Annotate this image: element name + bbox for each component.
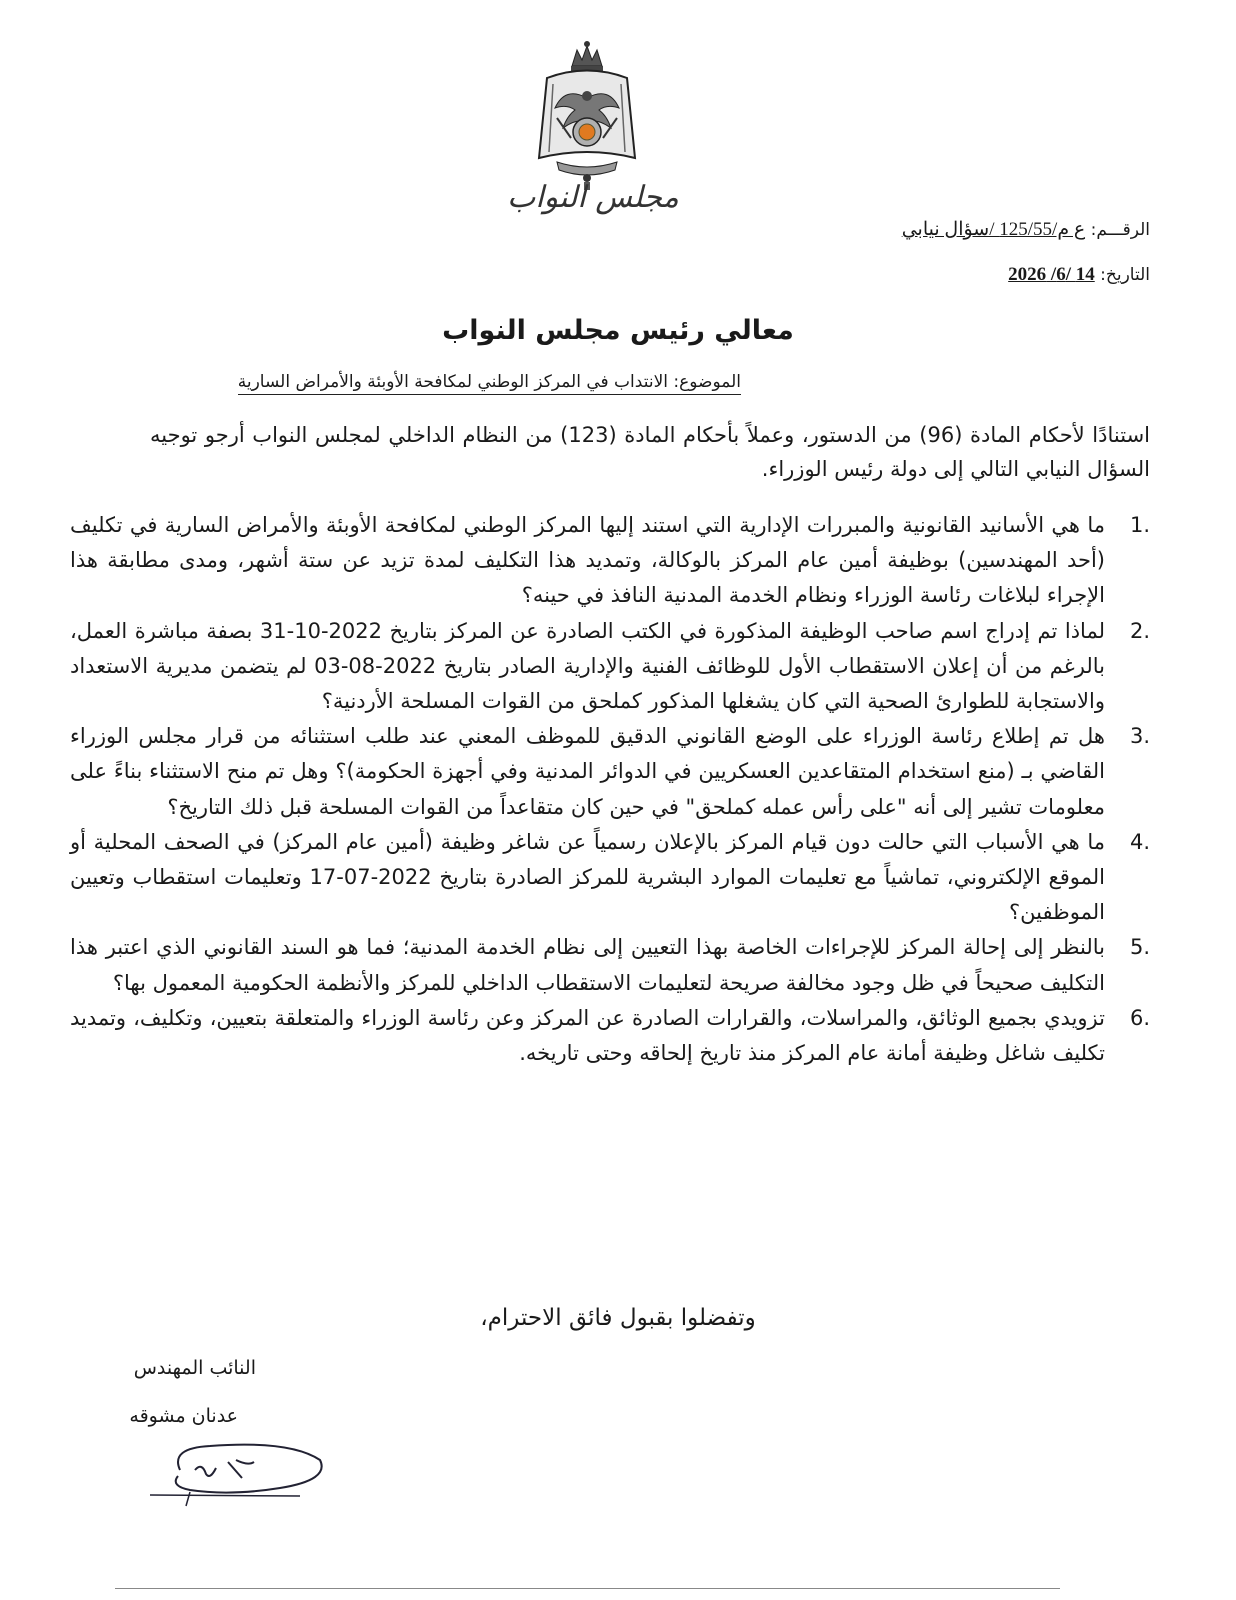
reference-value: ع م/125/55 /سؤال نيابي [901,219,1086,240]
signer-name: عدنان مشوقه [129,1405,238,1427]
signer-title: النائب المهندس [133,1357,256,1379]
question-text: ما هي الأسانيد القانونية والمبررات الإدارية التي استند إليها المركز الوطني لمكافحة الأوبئة والأمراض السارية في تكليف (أحد المهندسين) بوظيفة أمين عام المركز بالوكالة، وتمديد هذا التكليف لمدة تزيد عن ستة أشهر، ومدى مطابقة هذا الإجراء لبلاغات رئاسة الوزراء ونظام الخدمة المدنية النافذ في حينه؟ [70,513,1105,608]
question-number: .3 [1129,724,1150,749]
intro-paragraph: استنادًا لأحكام المادة (96) من الدستور، وعملاً بأحكام المادة (123) من النظام الداخلي لمجلس النواب أرجو توجيه السؤال النيابي التالي إلى دولة رئيس الوزراء. [150,423,1150,481]
date-value: 14 /6/ 2026 [1008,264,1095,285]
question-number: .1 [1129,513,1150,537]
list-item [70,614,1150,720]
list-item [70,825,1150,931]
royal-emblem-icon [527,38,647,198]
list-item [70,508,1150,614]
question-number: .5 [1129,935,1150,960]
question-text: تزويدي بجميع الوثائق، والمراسلات، والقرارات الصادرة عن المركز وعن رئاسة الوزراء والمتعلقة بتعيين، وتكليف، وتمديد تكليف شاغل وظيفة أمانة عام المركز منذ تاريخ إلحاقه وحتى تاريخه. [70,1005,1105,1066]
subject-line: الموضوع: الانتداب في المركز الوطني لمكافحة الأوبئة والأمراض السارية [238,372,741,395]
question-text: هل تم إطلاع رئاسة الوزراء على الوضع القانوني الدقيق للموظف المعني عند طلب استثنائه من قرار مجلس الوزراء القاضي بـ (منع استخدام المتقاعدين العسكريين في الدوائر المدنية وفي أجهزة الحكومة)؟ وهل تم منح الاستثناء بناءً على معلومات تشير إلى أنه "على رأس عمله كملحق" في حين كان متقاعداً من القوات المسلحة قبل ذلك التاريخ؟ [70,724,1105,819]
question-text: بالنظر إلى إحالة المركز للإجراءات الخاصة بهذا التعيين إلى نظام الخدمة المدنية؛ فما هو السند القانوني الذي اعتبر هذا التكليف صحيحاً في ظل وجود مخالفة صريحة لتعليمات الاستقطاب الداخلي للمركز والأنظمة الحكومية المعمول بها؟ [70,935,1105,995]
list-item [70,719,1150,825]
letter-date [1008,264,1150,286]
date-label: التاريخ: [1100,265,1150,285]
salutation: معالي رئيس مجلس النواب [442,315,794,346]
closing-line: وتفضلوا بقبول فائق الاحترام، [480,1305,756,1331]
reference-number [902,218,1150,241]
question-number: .6 [1129,1005,1150,1030]
questions-list [70,508,1150,1071]
parliament-name: مجلس النواب [507,180,679,215]
question-number: .2 [1129,618,1150,643]
reference-label: الرقـــم: [1090,220,1150,240]
list-item [70,1001,1150,1071]
question-text: لماذا تم إدراج اسم صاحب الوظيفة المذكورة في الكتب الصادرة عن المركز بتاريخ 2022-10-31 بصفة مباشرة العمل، بالرغم من أن إعلان الاستقطاب الأول للوظائف الفنية والإدارية الصادر بتاريخ 2022-08-03 لم يتضمن مديرية الاستعداد والاستجابة للطوارئ الصحية التي كان يشغلها المذكور كملحق من القوات المسلحة الأردنية؟ [70,618,1105,714]
list-item [70,930,1150,1000]
handwritten-signature-icon [150,1440,330,1510]
question-number: .4 [1129,829,1150,854]
footer-divider [115,1588,1060,1589]
question-text: ما هي الأسباب التي حالت دون قيام المركز بالإعلان رسمياً عن شاغر وظيفة (أمين عام المركز) في الصحف المحلية أو الموقع الإلكتروني، تماشياً مع تعليمات الموارد البشرية للمركز الصادرة بتاريخ 2022-07-17 وتعليمات استقطاب وتعيين الموظفين؟ [70,829,1105,925]
